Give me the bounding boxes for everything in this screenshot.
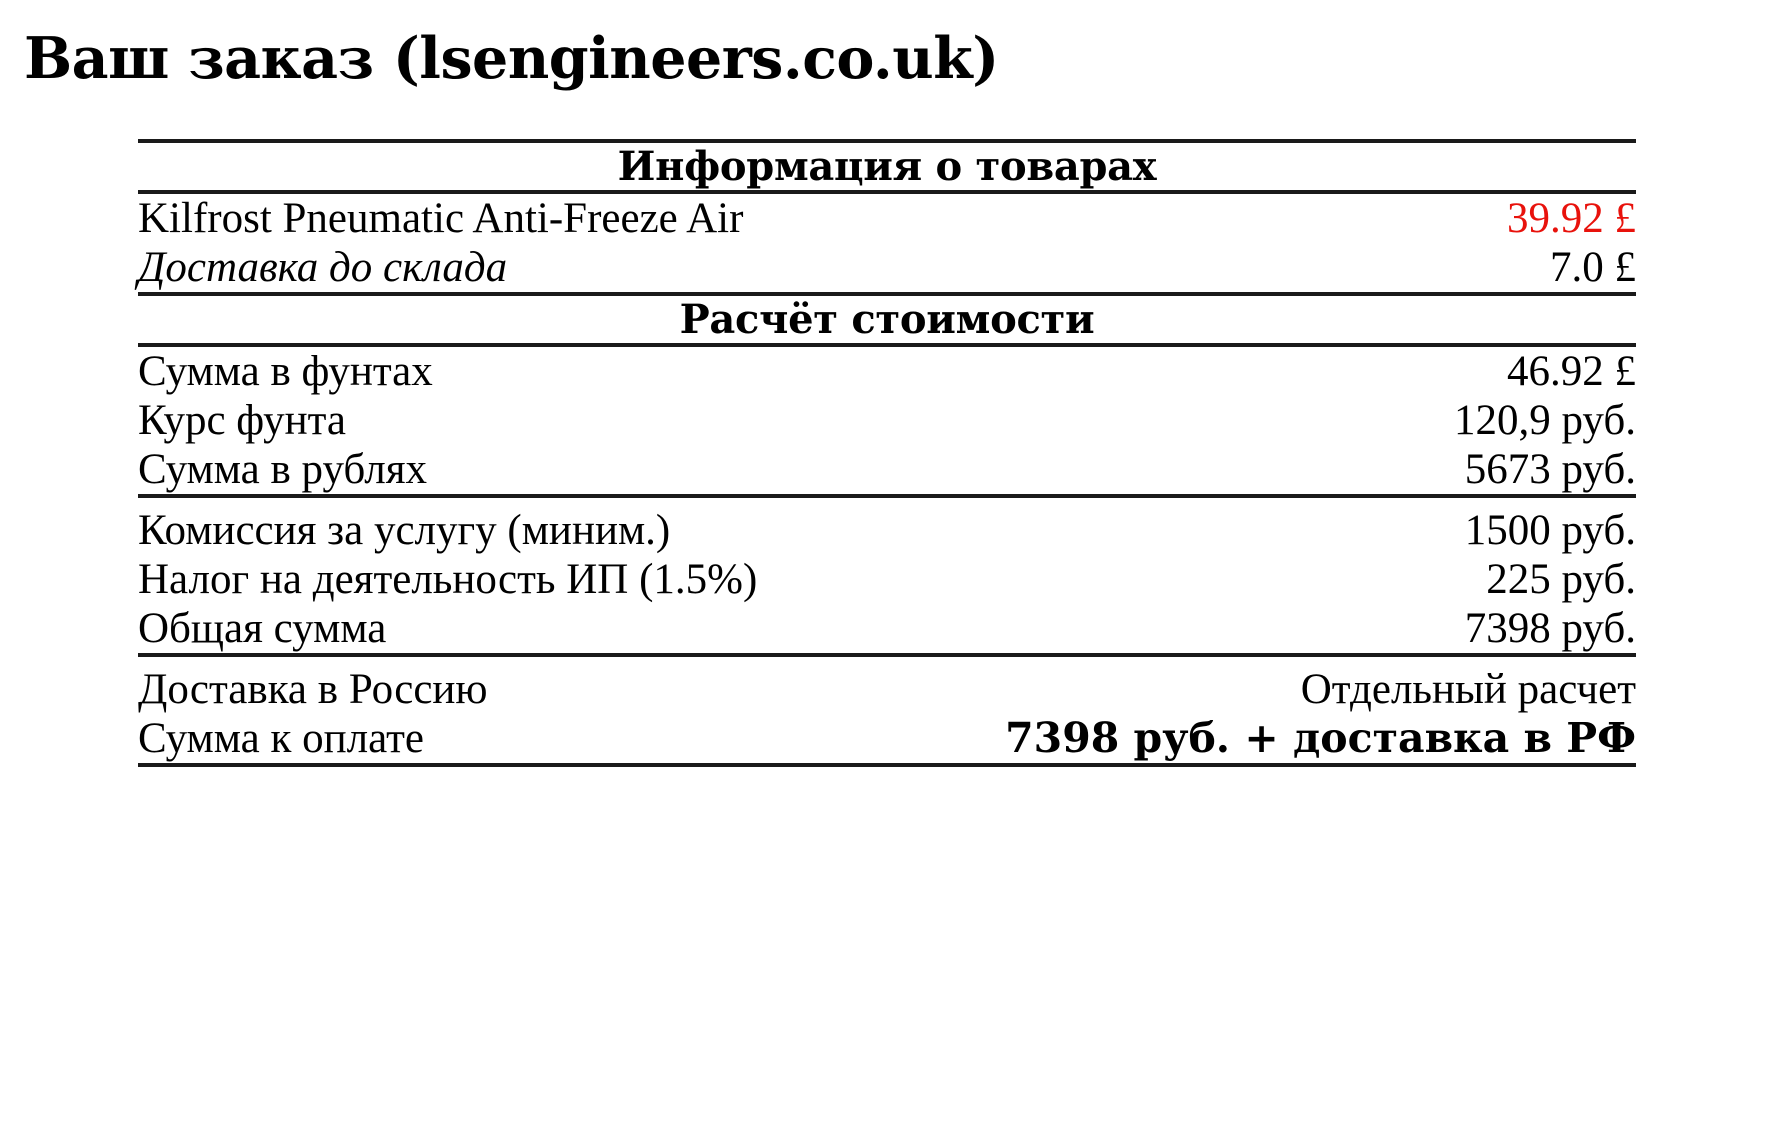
goods-item-1-value: 7.0 £	[1550, 243, 1636, 291]
section-header-goods	[138, 141, 1636, 192]
group-spacer	[138, 496, 1636, 506]
calc-2-1-label: Налог на деятельность ИП (1.5%)	[138, 555, 758, 603]
table-row	[138, 243, 1636, 294]
page-title: Ваш заказ (lsengineers.co.uk)	[24, 25, 999, 92]
calc-2-0-label: Комиссия за услугу (миним.)	[138, 506, 671, 554]
calc-1-2-label: Сумма в рублях	[138, 445, 887, 496]
table-row	[138, 445, 1636, 496]
order-table	[138, 139, 1636, 767]
goods-item-1-label: Доставка до склада	[138, 243, 508, 291]
table-row	[138, 396, 1636, 445]
calc-1-1-value: 120,9 руб.	[1454, 396, 1636, 444]
goods-item-0-label: Kilfrost Pneumatic Anti-Freeze Air	[138, 194, 744, 242]
calc-3-1-value: 7398 руб. + доставка в РФ	[887, 714, 1636, 765]
table-row	[138, 192, 1636, 243]
section-header-goods-label: Информация о товарах	[138, 141, 1636, 192]
calc-2-2-label: Общая сумма	[138, 604, 887, 655]
section-header-calc	[138, 294, 1636, 345]
calc-2-2-value: 7398 руб.	[887, 604, 1636, 655]
table-row	[138, 555, 1636, 604]
table-row	[138, 665, 1636, 714]
table-row-total	[138, 714, 1636, 765]
calc-1-0-label: Сумма в фунтах	[138, 347, 433, 395]
calc-3-1-label: Сумма к оплате	[138, 714, 887, 765]
calc-1-0-value: 46.92 £	[1507, 347, 1636, 395]
group-spacer	[138, 655, 1636, 665]
goods-item-0-value: 39.92 £	[1507, 194, 1636, 242]
calc-3-0-value: Отдельный расчет	[1300, 665, 1636, 713]
order-table-container	[0, 139, 1775, 767]
calc-1-1-label: Курс фунта	[138, 396, 346, 444]
calc-2-1-value: 225 руб.	[1486, 555, 1636, 603]
table-row	[138, 506, 1636, 555]
calc-3-0-label: Доставка в Россию	[138, 665, 488, 713]
table-row	[138, 345, 1636, 396]
calc-1-2-value: 5673 руб.	[887, 445, 1636, 496]
calc-2-0-value: 1500 руб.	[1464, 506, 1636, 554]
table-row	[138, 604, 1636, 655]
section-header-calc-label: Расчёт стоимости	[138, 294, 1636, 345]
